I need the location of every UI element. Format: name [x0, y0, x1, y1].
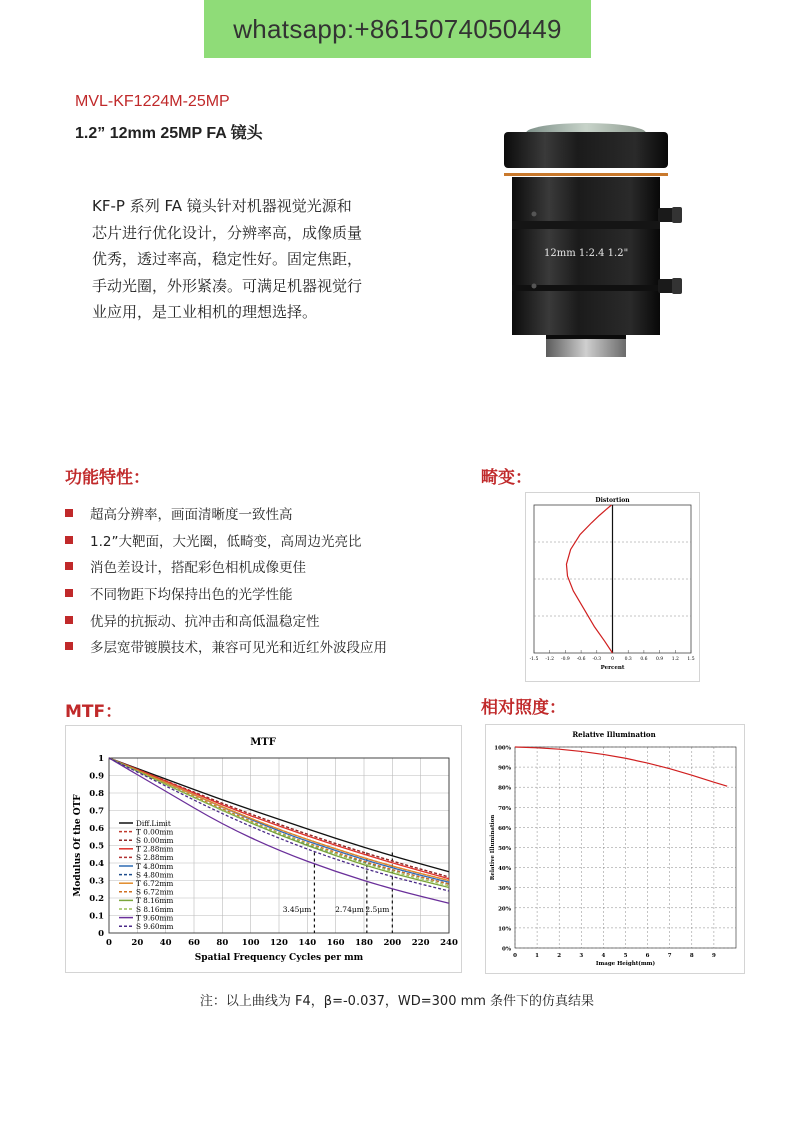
product-description: [92, 193, 422, 326]
y-axis-label: Relative Illumination: [490, 814, 496, 881]
illumination-chart: [486, 725, 744, 973]
illumination-chart-frame: [485, 724, 745, 974]
bullet-icon: [65, 642, 73, 650]
feature-item: [65, 580, 387, 607]
x-tick-label: 120: [270, 938, 288, 948]
x-tick-label: 240: [440, 938, 458, 948]
y-tick-label: 60%: [498, 825, 511, 832]
description-line: 手动光圈，外形紧凑。可满足机器视觉行: [92, 276, 363, 295]
y-axis-label: Modulus Of the OTF: [73, 794, 83, 897]
description-line: 业应用，是工业相机的理想选择。: [92, 303, 318, 321]
features-heading: 功能特性：: [65, 468, 150, 488]
x-tick-label: 1: [535, 953, 540, 959]
x-tick-label: 40: [159, 938, 172, 948]
bullet-icon: [65, 589, 73, 597]
x-tick-label: 220: [411, 938, 430, 948]
legend-label: Diff.Limit: [136, 818, 171, 828]
feature-text: 超高分辨率，画面清晰度一致性高: [90, 507, 293, 524]
x-tick-label: 80: [216, 938, 229, 948]
x-axis-label: Image Height(mm): [595, 961, 656, 967]
chart-title: Relative Illumination: [572, 730, 656, 739]
feature-item: [65, 527, 387, 554]
description-line: KF-P 系列 FA 镜头针对机器视觉光源和: [92, 197, 352, 215]
simulation-note: 注：以上曲线为 F4，β=-0.037，WD=300 mm 条件下的仿真结果: [199, 994, 595, 1009]
x-tick-label: -1.5: [529, 657, 539, 662]
y-tick-label: 90%: [498, 765, 511, 772]
features-list: [65, 500, 387, 660]
x-tick-label: 160: [326, 938, 345, 948]
y-tick-label: 30%: [498, 886, 511, 893]
legend-label: T 9.60mm: [136, 913, 174, 923]
x-tick-label: 0.9: [656, 657, 664, 662]
legend-label: T 2.88mm: [136, 844, 174, 854]
y-tick-label: 0.8: [89, 789, 104, 799]
x-tick-label: -0.3: [592, 657, 602, 662]
watermark-text: whatsapp:+8615074050449: [233, 13, 562, 44]
distortion-chart: [526, 493, 699, 681]
legend-label: T 4.80mm: [136, 861, 174, 871]
legend-label: S 4.80mm: [136, 870, 174, 880]
mtf-heading: MTF：: [65, 702, 123, 722]
x-tick-label: 5: [623, 953, 628, 959]
y-tick-label: 0.1: [89, 911, 104, 922]
x-tick-label: 20: [131, 938, 144, 948]
x-tick-label: 1.5: [687, 657, 695, 662]
x-tick-label: 0: [106, 938, 112, 948]
x-tick-label: 6: [645, 953, 650, 959]
y-tick-label: 0.3: [89, 876, 104, 887]
bullet-icon: [65, 616, 73, 624]
y-tick-label: 0.7: [89, 806, 104, 817]
bullet-icon: [65, 562, 73, 570]
description-line: 芯片进行优化设计，分辨率高，成像质量: [92, 223, 363, 242]
feature-text: 消色差设计，搭配彩色相机成像更佳: [90, 560, 306, 577]
y-tick-label: 40%: [498, 866, 511, 873]
legend-label: T 6.72mm: [136, 879, 174, 888]
legend-label: S 8.16mm: [136, 904, 174, 914]
x-tick-label: 60: [188, 938, 200, 948]
feature-text: 不同物距下均保持出色的光学性能: [90, 587, 293, 604]
legend-label: S 2.88mm: [136, 853, 174, 863]
x-tick-label: 3: [579, 953, 584, 959]
y-tick-label: 10%: [498, 926, 511, 933]
x-axis-label: Percent: [600, 665, 625, 671]
feature-item: [65, 633, 387, 660]
x-tick-label: 7: [667, 953, 672, 959]
mtf-chart-frame: [65, 725, 462, 973]
y-tick-label: 0: [98, 929, 104, 939]
x-tick-label: 1.2: [671, 657, 679, 662]
y-tick-label: 1: [98, 754, 104, 764]
y-tick-label: 80%: [498, 785, 511, 792]
y-tick-label: 0.5: [89, 841, 104, 852]
x-tick-label: -1.2: [545, 657, 555, 662]
frequency-marker-label: 3.45μm: [282, 905, 312, 914]
x-tick-label: 0: [513, 953, 517, 959]
x-tick-label: 0.6: [640, 657, 648, 662]
chart-title: Distortion: [595, 497, 630, 504]
legend-label: S 9.60mm: [136, 922, 174, 931]
y-tick-label: 0.6: [89, 824, 104, 834]
feature-item: [65, 500, 387, 527]
x-tick-label: 200: [383, 938, 402, 948]
illumination-line: [515, 747, 727, 786]
feature-text: 优异的抗振动、抗冲击和高低温稳定性: [90, 613, 320, 630]
y-tick-label: 70%: [498, 805, 511, 812]
x-tick-label: 0: [611, 657, 614, 662]
x-tick-label: 180: [355, 938, 373, 948]
bullet-icon: [65, 509, 73, 517]
lens-marking-text: 12mm 1:2.4 1.2": [544, 248, 629, 259]
lens-image: [496, 110, 696, 370]
feature-text: 1.2”大靶面，大光圈，低畸变，高周边光亮比: [90, 533, 362, 550]
chart-title: MTF: [250, 737, 276, 748]
description-line: 优秀，透过率高，稳定性好。固定焦距，: [92, 250, 363, 268]
distortion-chart-frame: [525, 492, 700, 682]
x-axis-label: Spatial Frequency Cycles per mm: [194, 953, 364, 963]
x-tick-label: 4: [601, 953, 606, 959]
y-tick-label: 50%: [498, 846, 511, 852]
distortion-heading: 畸变：: [481, 468, 532, 488]
feature-item: [65, 606, 387, 633]
frequency-marker-label: 2.74μm: [335, 905, 364, 914]
y-tick-label: 0.2: [89, 894, 104, 904]
x-tick-label: 9: [711, 953, 716, 959]
legend-label: T 8.16mm: [136, 896, 174, 906]
product-subtitle: 1.2” 12mm 25MP FA 镜头: [75, 125, 263, 142]
y-tick-label: 100%: [494, 745, 511, 752]
bullet-icon: [65, 536, 73, 544]
x-tick-label: 100: [241, 938, 260, 948]
legend-label: S 0.00mm: [136, 836, 174, 845]
feature-item: [65, 553, 387, 580]
y-tick-label: 0.9: [89, 771, 104, 782]
y-tick-label: 0.4: [89, 859, 104, 869]
y-tick-label: 0%: [501, 946, 511, 953]
x-tick-label: 140: [298, 938, 317, 948]
mtf-chart: [66, 726, 461, 972]
legend-label: S 6.72mm: [136, 887, 174, 897]
x-tick-label: -0.9: [561, 657, 570, 662]
frequency-marker-label: 2.5μm: [365, 905, 390, 914]
x-tick-label: 8: [689, 953, 694, 959]
product-model: MVL-KF1224M-25MP: [75, 93, 230, 110]
x-tick-label: 0.3: [624, 657, 632, 662]
x-tick-label: 2: [557, 953, 562, 959]
legend-label: T 0.00mm: [136, 827, 174, 837]
illumination-heading: 相对照度：: [481, 698, 566, 718]
watermark-banner: [204, 0, 591, 58]
x-tick-label: -0.6: [576, 657, 586, 662]
feature-text: 多层宽带镀膜技术，兼容可见光和近红外波段应用: [90, 640, 387, 657]
distortion-line: [566, 505, 612, 653]
y-tick-label: 20%: [498, 906, 511, 913]
